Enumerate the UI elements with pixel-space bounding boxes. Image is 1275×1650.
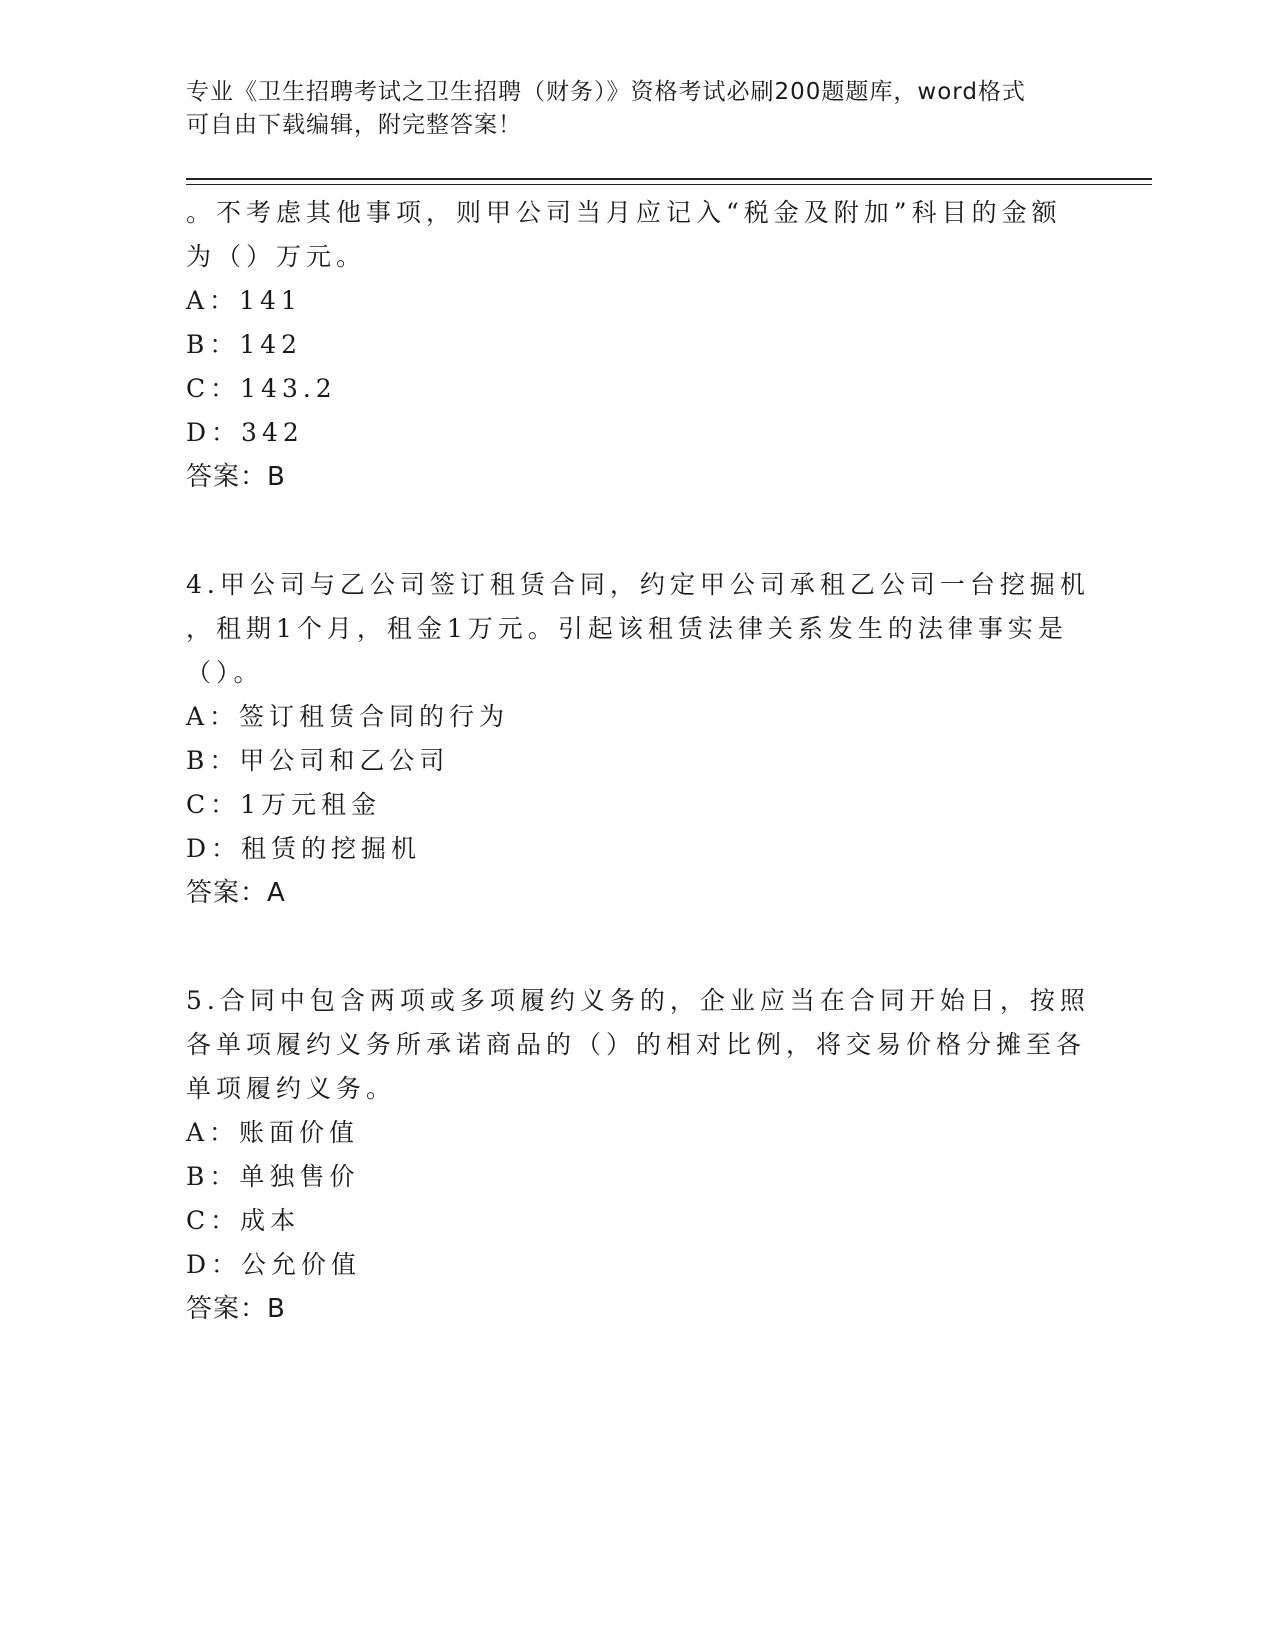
document-body (186, 191, 1090, 1331)
option-c: C：成本 (186, 1206, 301, 1235)
question-text-line: 。不考虑其他事项，则甲公司当月应记入“税金及附加”科目的金额 (186, 198, 1062, 227)
option-b: B：单独售价 (186, 1162, 360, 1191)
option-b: B：142 (186, 330, 303, 359)
question-text-line: 为（）万元。 (186, 242, 367, 271)
option-b: B：甲公司和乙公司 (186, 746, 450, 775)
header-divider-thick (186, 178, 1152, 180)
document-header (186, 76, 1086, 142)
option-d: D：租赁的挖掘机 (186, 834, 422, 863)
answer-line: 答案：A (186, 878, 286, 908)
question-text-line: （）。 (186, 658, 264, 687)
header-line-2: 可自由下载编辑，附完整答案！ (186, 112, 522, 138)
question-text-line: 各单项履约义务所承诺商品的（）的相对比例，将交易价格分摊至各 (186, 1030, 1087, 1059)
question-3 (186, 191, 1086, 499)
question-text-line: 4.甲公司与乙公司签订租赁合同，约定甲公司承租乙公司一台挖掘机 (186, 570, 1090, 599)
question-text-line: 单项履约义务。 (186, 1074, 397, 1103)
option-a: A：141 (186, 286, 302, 315)
option-a: A：签订租赁合同的行为 (186, 702, 510, 731)
question-text-line: 5.合同中包含两项或多项履约义务的，企业应当在合同开始日，按照 (186, 986, 1090, 1015)
answer-line: 答案：B (186, 1294, 286, 1324)
option-c: C：1万元租金 (186, 790, 382, 819)
question-5 (186, 979, 1090, 1331)
question-4 (186, 563, 1090, 915)
header-line-1: 专业《卫生招聘考试之卫生招聘（财务）》资格考试必刷200题题库，word格式 (186, 79, 1026, 105)
answer-line: 答案：B (186, 462, 286, 492)
option-a: A：账面价值 (186, 1118, 360, 1147)
option-d: D：公允价值 (186, 1250, 362, 1279)
option-c: C：143.2 (186, 374, 337, 403)
option-d: D：342 (186, 418, 304, 447)
question-text-line: ，租期1个月，租金1万元。引起该租赁法律关系发生的法律事实是 (186, 614, 1068, 643)
header-divider-thin (186, 184, 1152, 185)
